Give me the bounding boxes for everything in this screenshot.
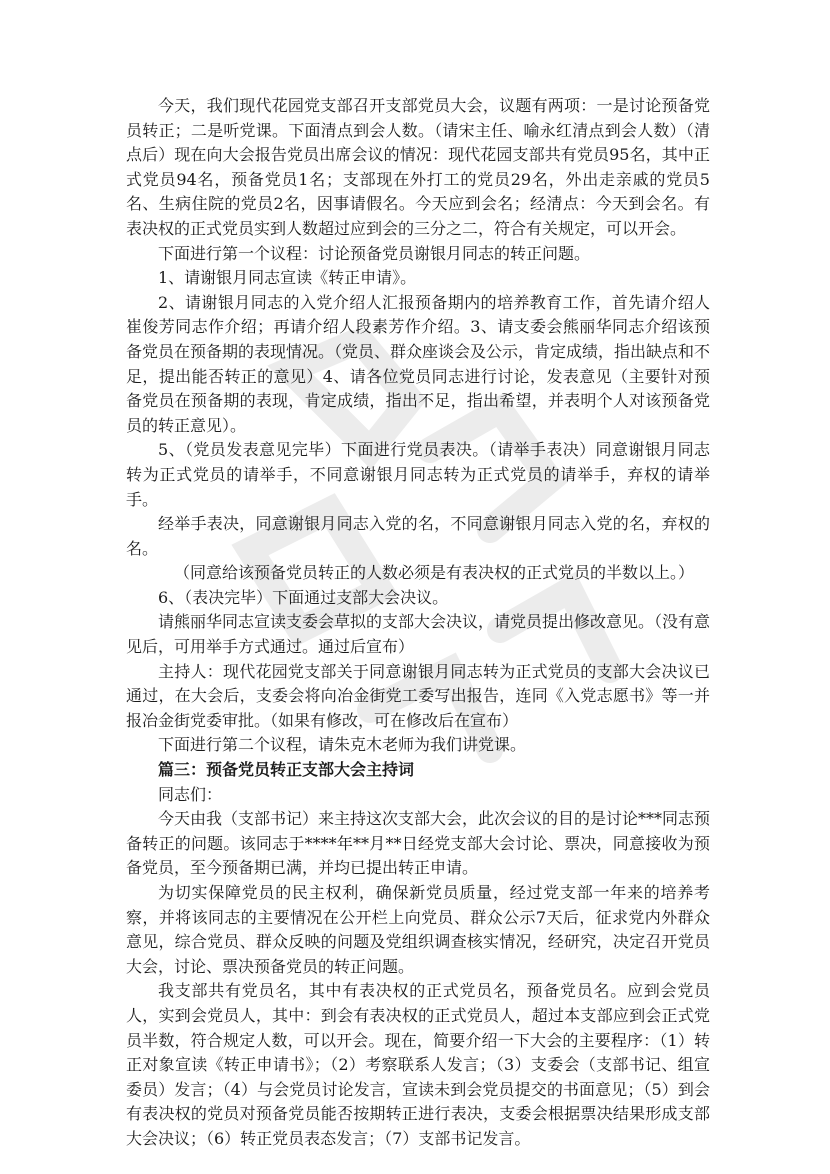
paragraph-step-1: 1、请谢银月同志宣读《转正申请》。 <box>158 268 417 288</box>
paragraph-agenda-two: 下面进行第二个议程，请朱克木老师为我们讲党课。 <box>158 735 527 755</box>
paragraph-host-statement: 主持人：现代花园党支部关于同意谢银月同志转为正式党员的支部大会决议已通过，在大会后，支委会将向冶金街党工委写出报告，连同《入党志愿书》等一并报冶金街党委审批。（如果有修改，可在修改后在宣布） <box>126 661 710 730</box>
paragraph-agenda-one: 下面进行第一个议程：讨论预备党员谢银月同志的转正问题。 <box>158 243 591 263</box>
paragraph-purpose: 今天由我（支部书记）来主持这次支部大会，此次会议的目的是讨论***同志预备转正的问题。该同志于****年**月**日经党支部大会讨论、票决，同意接收为预备党员，至今预备期已满，并均已提出转正申请。 <box>126 809 711 878</box>
paragraph-background: 为切实保障党员的民主权利，确保新党员质量，经过党支部一年来的培养考察，并将该同志的主要情况在公开栏上向党员、群众公示7天后，征求党内外群众意见，综合党员、群众反映的问题及党组织调查核实情况，经研究，决定召开党员大会，讨论、票决预备党员的转正问题。 <box>126 883 710 976</box>
paragraph-salutation: 同志们： <box>158 784 223 804</box>
paragraph-procedure: 我支部共有党员名，其中有表决权的正式党员名，预备党员名。应到会党员人，实到会党员人，其中：到会有表决权的正式党员人，超过本支部应到会正式党员半数，符合规定人数，可以开会。现在，简要介绍一下大会的主要程序：（1）转正对象宣读《转正申请书》；（2）考察联系人发言；（3）支委会（支部书记、组宣委员）发言；（4）与会党员讨论发言，宣读未到会党员提交的书面意见；（5）到会有表决权的党员对预备党员能否按期转正进行表决，支委会根据票决结果形成支部大会决议；（6）转正党员表态发言；（7）支部书记发言。 <box>126 981 710 1148</box>
paragraph-step-5: 5、（党员发表意见完毕）下面进行党员表决。（请举手表决）同意谢银月同志转为正式党员的请举手，不同意谢银月同志转为正式党员的请举手，弃权的请举手。 <box>126 440 710 509</box>
paragraph-meeting-opening: 今天，我们现代花园党支部召开支部党员大会，议题有两项：一是讨论预备党员转正；二是听党课。下面清点到会人数。（请宋主任、喻永红清点到会人数）（清点后）现在向大会报告党员出席会议的情况：现代花园支部共有党员95名，其中正式党员94名，预备党员1名；支部现在外打工的党员29名，外出走亲戚的党员5名、生病住院的党员2名，因事请假名。今天应到会名；经清点：今天到会名。有表决权的正式党员实到人数超过应到会的三分之二，符合有关规定，可以开会。 <box>126 96 710 238</box>
section-heading: 篇三：预备党员转正支部大会主持词 <box>158 760 415 780</box>
document-body <box>126 94 710 1152</box>
paragraph-vote-note: （同意给该预备党员转正的人数必须是有表决权的正式党员的半数以上。） <box>174 563 695 583</box>
paragraph-step-6: 6、（表决完毕）下面通过支部大会决议。 <box>158 587 449 607</box>
paragraph-resolution-reading: 请熊丽华同志宣读支委会草拟的支部大会决议，请党员提出修改意见。（没有意见后，可用举手方式通过。通过后宣布） <box>126 612 711 657</box>
paragraph-vote-result: 经举手表决，同意谢银月同志入党的名，不同意谢银月同志入党的名，弃权的名。 <box>126 514 710 558</box>
paragraph-step-2-4: 2、请谢银月同志的入党介绍人汇报预备期内的培养教育工作，首先请介绍人崔俊芳同志作介绍；再请介绍人段素芳作介绍。3、请支委会熊丽华同志介绍该预备党员在预备期的表现情况。（党员、群众座谈会及公示，肯定成绩，指出缺点和不足，提出能否转正的意见）4、请各位党员同志进行讨论，发表意见（主要针对预备党员在预备期的表现，肯定成绩，指出不足，指出希望，并表明个人对该预备党员的转正意见）。 <box>126 292 711 435</box>
